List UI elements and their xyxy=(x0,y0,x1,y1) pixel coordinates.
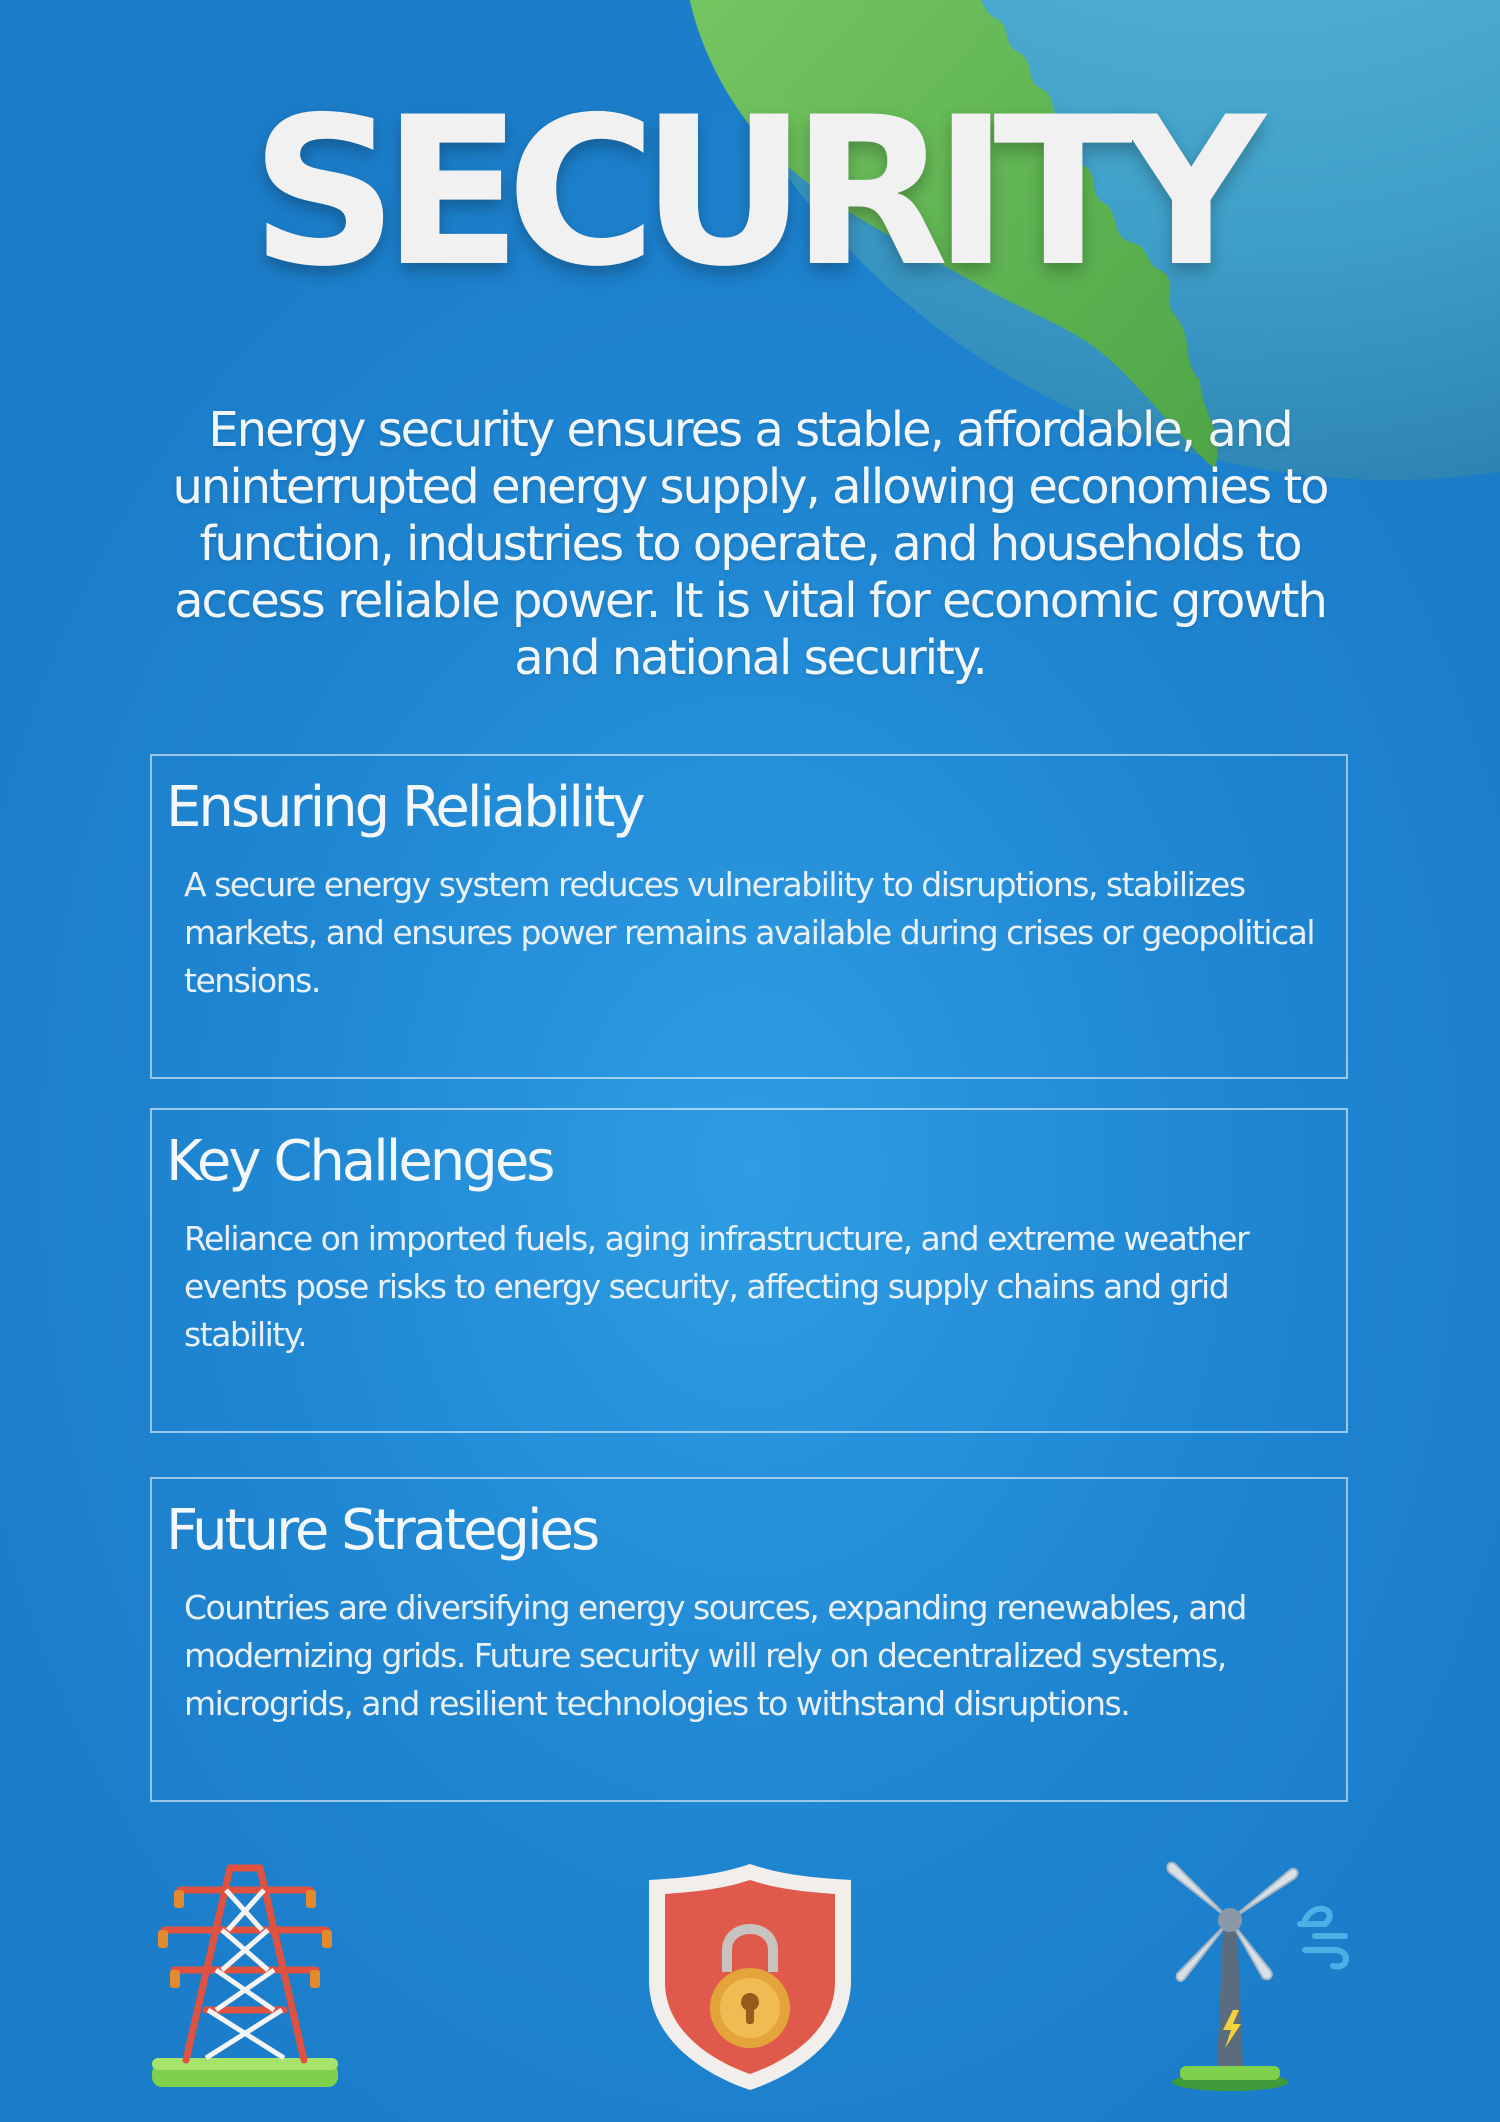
section-card-key-challenges xyxy=(150,1108,1348,1433)
section-card-ensuring-reliability xyxy=(150,754,1348,1079)
poster-title: SECURITY xyxy=(250,74,1250,312)
section-card-future-strategies xyxy=(150,1477,1348,1802)
shield-lock-icon xyxy=(645,1860,855,2092)
section-body: Reliance on imported fuels, aging infrastructure, and extreme weather events pose risks to energy security, affecting supply chains and grid stability. xyxy=(184,1219,1249,1354)
section-body: Countries are diversifying energy sources, expanding renewables, and modernizing grids. Future security will rely on decentralized systems, microgrids, and resilient technologies to withstand disruptions. xyxy=(184,1588,1246,1723)
section-title: Future Strategies xyxy=(166,1498,598,1563)
section-title: Ensuring Reliability xyxy=(166,775,643,840)
section-title: Key Challenges xyxy=(166,1129,553,1194)
section-body: A secure energy system reduces vulnerability to disruptions, stabilizes markets, and ensures power remains available during crises or geopolitical tensions. xyxy=(184,865,1315,1000)
wind-turbine-icon xyxy=(1165,1860,1355,2092)
power-pylon-icon xyxy=(150,1860,340,2092)
intro-paragraph: Energy security ensures a stable, affordable, and uninterrupted energy supply, allowing economies to function, industries to operate, and households to access reliable power. It is vital for economic growth and national security. xyxy=(172,402,1328,686)
